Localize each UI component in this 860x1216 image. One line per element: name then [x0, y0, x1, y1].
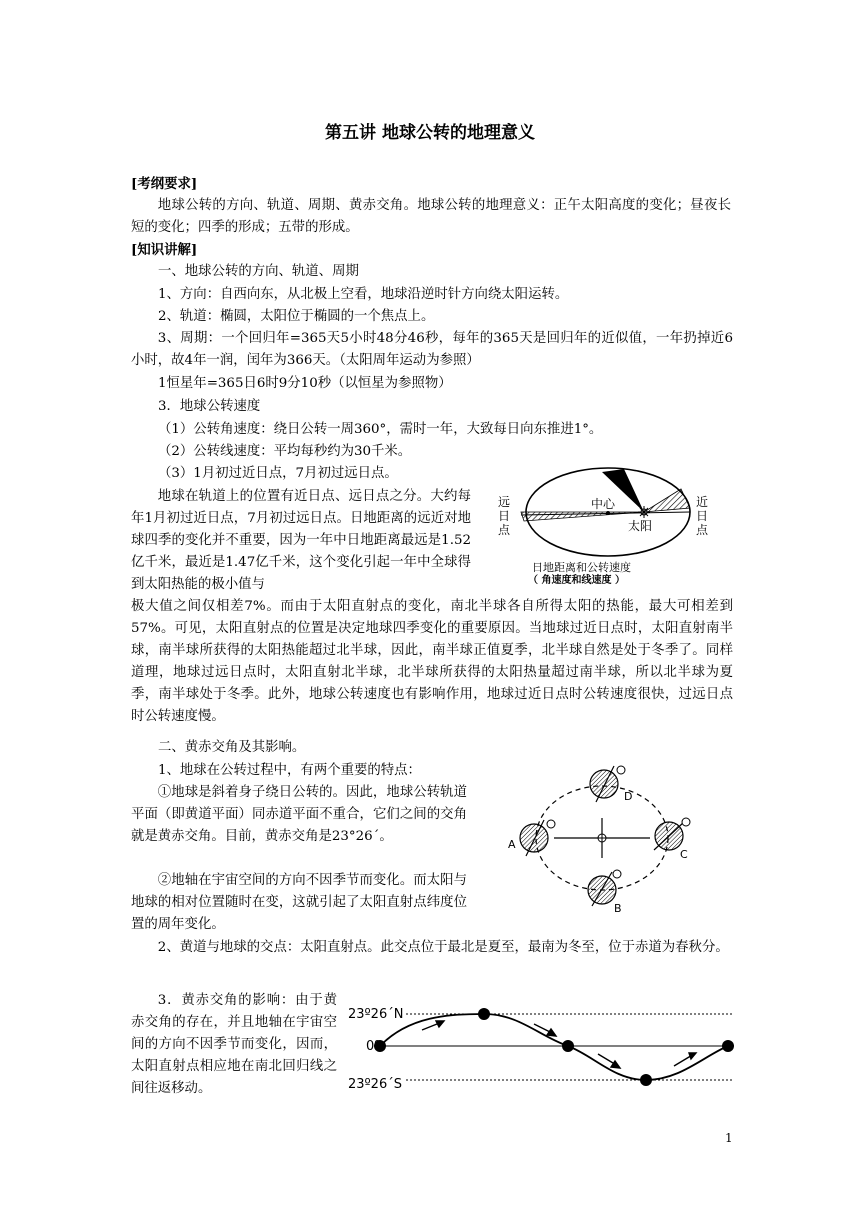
paragraph-axis: ②地轴在宇宙空间的方向不因季节而变化。而太阳与地球的相对位置随时在变，这就引起了太阳直射点纬度位置的周年变化。: [131, 873, 467, 932]
requirements-text: 地球公转的方向、轨道、周期、黄赤交角。地球公转的地理意义：正午太阳高度的变化；昼夜长短的变化；四季的形成；五带的形成。: [131, 198, 731, 235]
paragraph-sidereal-year: 1恒星年=365日6时9分10秒（以恒星为参照物）: [158, 376, 452, 391]
paragraph-perihelion-part1: 地球在轨道上的位置有近日点、远日点之分。大约每年1月初过近日点，7月初过远日点。日地距离的远近对地球四季的变化并不重要，因为一年中日地距离最远是1.52亿千米，最近是1.47亿千米，这个变化引起一年中全球得到太阳热能的极小值与: [131, 489, 471, 592]
heading-revolution: 一、地球公转的方向、轨道、周期: [158, 264, 359, 279]
page-number: 1: [725, 1131, 733, 1145]
paragraph-features: 1、地球在公转过程中，有两个重要的特点：: [158, 763, 421, 778]
earth-c-icon: [654, 818, 690, 850]
paragraph-perihelion-dates: （3）1月初过近日点，7月初过远日点。: [158, 466, 398, 481]
paragraph-orbit: 2、轨道：椭圆，太阳位于椭圆的一个焦点上。: [158, 309, 435, 324]
label-aphelion-2: 日: [498, 509, 511, 523]
label-sun: 太阳: [628, 519, 653, 533]
label-aphelion-1: 远: [498, 495, 511, 509]
label-position-d: D: [624, 790, 633, 803]
paragraph-influence: 3．黄赤交角的影响：由于黄赤交角的存在，并且地轴在宇宙空间的方向不因季节而变化，因而，太阳直射点相应地在南北回归线之间往返移动。: [131, 993, 337, 1096]
paragraph-direction: 1、方向：自西向东，从北极上空看，地球沿逆时针方向绕太阳运转。: [158, 287, 569, 302]
earth-b-icon: [588, 870, 621, 906]
label-perihelion-2: 日: [696, 509, 709, 523]
section-heading-requirements: [考纲要求]: [131, 176, 198, 192]
page-title: 第五讲 地球公转的地理意义: [325, 123, 535, 143]
earth-d-icon: [590, 766, 625, 802]
heading-obliquity: 二、黄赤交角及其影响。: [158, 740, 306, 755]
label-perihelion-1: 近: [696, 495, 709, 509]
label-tropic-south: 23º26´S: [348, 1077, 402, 1092]
section-heading-knowledge: [知识讲解]: [131, 242, 198, 258]
paragraph-linear-speed: （2）公转线速度：平均每秒约为30千米。: [158, 444, 412, 459]
subsolar-wave-diagram: [344, 996, 740, 1094]
label-aphelion-3: 点: [498, 523, 511, 537]
caption-orbit-1: 日地距离和公转速度: [532, 561, 631, 574]
label-center: 中心: [591, 497, 616, 511]
label-position-b: B: [614, 902, 622, 915]
label-position-c: C: [680, 848, 688, 861]
center-dot: [606, 511, 610, 515]
paragraph-period: 3、周期：一个回归年=365天5小时48分46秒，每年的365天是回归年的近似值，一年扔掉近6小时，故4年一润，闰年为366天。（太阳周年运动为参照）: [131, 331, 733, 368]
paragraph-perihelion-part2: 极大值之间仅相差7%。而由于太阳直射点的变化，南北半球各自所得太阳的热能，最大可相差到57%。可见，太阳直射点的位置是决定地球四季变化的重要原因。当地球过近日点时，太阳直射南半球，南半球所获得的太阳热能超过北半球，因此，南半球正值夏季，北半球自然是处于冬季了。同样道理，地球过远日点时，太阳直射北半球，北半球所获得的太阳热量超过南半球，所以北半球为夏季，南半球处于冬季。此外，地球公转速度也有影响作用，地球过近日点时公转速度很快，过远日点时公转速度慢。: [131, 599, 733, 724]
label-equator: 0º: [366, 1039, 381, 1054]
subsolar-curve: [380, 1014, 728, 1080]
orbit-diagram: [496, 460, 720, 588]
label-position-a: A: [508, 838, 516, 851]
caption-orbit-2: （ 角速度和线速度 ）: [528, 575, 625, 586]
label-perihelion-3: 点: [696, 523, 709, 537]
paragraph-angular-speed: （1）公转角速度：绕日公转一周360°，需时一年，大致每日向东推进1°。: [158, 422, 603, 437]
paragraph-speed-heading: 3．地球公转速度: [158, 399, 261, 414]
paragraph-intersection: 2、黄道与地球的交点：太阳直射点。此交点位于最北是夏至，最南为冬至，位于赤道为春秋分。: [157, 940, 729, 955]
earth-a-icon: [520, 820, 555, 856]
sector-perihelion: [644, 489, 690, 512]
paragraph-tilt: ①地球是斜着身子绕日公转的。因此，地球公转轨道平面（即黄道平面）同赤道平面不重合，它们之间的交角就是黄赤交角。目前，黄赤交角是23°26´。: [131, 785, 467, 844]
seasons-positions-diagram: [504, 758, 700, 916]
label-tropic-north: 23º26´N: [348, 1007, 404, 1022]
